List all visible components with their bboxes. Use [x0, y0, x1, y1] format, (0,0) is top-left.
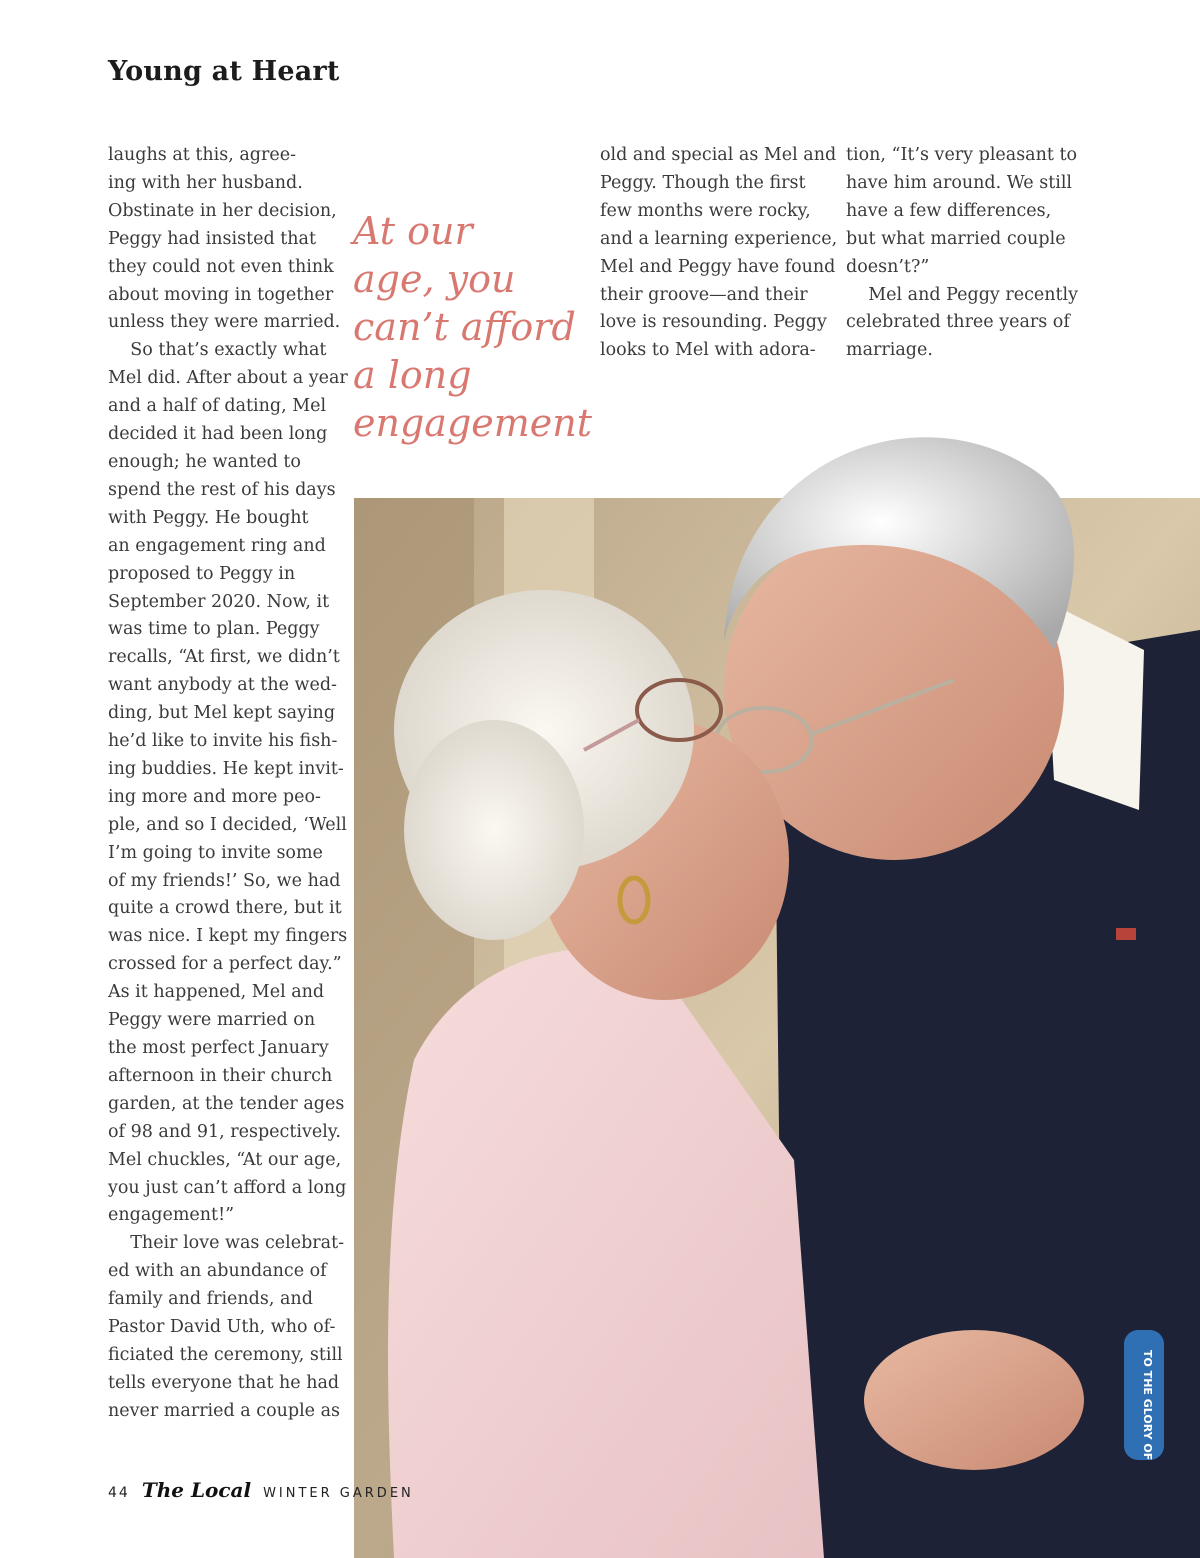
- flag-pin: [1116, 928, 1136, 940]
- article-line: crossed for a perfect day.”: [108, 954, 342, 975]
- article-line: was nice. I kept my fingers: [108, 926, 348, 947]
- article-line: afternoon in their church: [108, 1065, 333, 1086]
- article-line: the most perfect January: [108, 1038, 329, 1058]
- article-line: Pastor David Uth, who of-: [108, 1317, 336, 1338]
- article-line: garden, at the tender ages: [108, 1093, 345, 1114]
- article-line: Peggy had insisted that: [108, 228, 317, 249]
- article-line: So that’s exactly what: [108, 340, 327, 361]
- article-line: Peggy. Though the first: [600, 172, 806, 193]
- article-line: they could not even think: [108, 256, 334, 277]
- pull-quote-line: engagement: [353, 401, 593, 445]
- article-line: ding, but Mel kept saying: [108, 703, 336, 724]
- pull-quote-line: age, you: [353, 257, 516, 301]
- magazine-brand: The Local: [141, 1478, 252, 1502]
- article-line: recalls, “At first, we didn’t: [108, 647, 340, 668]
- article-line: Mel chuckles, “At our age,: [108, 1149, 342, 1170]
- article-line: love is resounding. Peggy: [600, 312, 827, 333]
- article-line: family and friends, and: [108, 1289, 313, 1310]
- article-line: quite a crowd there, but it: [108, 898, 342, 919]
- article-line: ple, and so I decided, ‘Well: [108, 814, 347, 835]
- article-line: decided it had been long: [108, 424, 328, 445]
- article-line: was time to plan. Peggy: [108, 619, 320, 640]
- couple-photo: [354, 400, 1200, 1558]
- article-line: you just can’t afford a long: [108, 1177, 347, 1198]
- article-line: Obstinate in her decision,: [108, 200, 337, 221]
- article-line: tells everyone that he had: [108, 1372, 340, 1393]
- article-column-4: [846, 142, 1079, 365]
- article-column-1: [108, 142, 348, 1426]
- page-footer: [108, 1478, 414, 1500]
- pull-quote-line: can’t afford: [353, 305, 576, 349]
- article-line: have him around. We still: [846, 172, 1073, 193]
- article-line: enough; he wanted to: [108, 451, 301, 472]
- article-line: proposed to Peggy in: [108, 563, 296, 584]
- wristband-text: TO THE GLORY OF: [1141, 1350, 1154, 1461]
- article-line: of 98 and 91, respectively.: [108, 1121, 341, 1142]
- article-line: their groove—and their: [600, 284, 808, 305]
- article-line: ing more and more peo-: [108, 786, 321, 807]
- article-line: looks to Mel with adora-: [600, 340, 816, 361]
- article-line: of my friends!’ So, we had: [108, 870, 341, 891]
- article-line: old and special as Mel and: [600, 145, 837, 165]
- article-line: spend the rest of his days: [108, 479, 336, 500]
- article-line: Mel and Peggy recently: [846, 284, 1079, 305]
- article-line: Mel did. After about a year: [108, 368, 348, 389]
- article-line: Peggy were married on: [108, 1010, 316, 1031]
- article-line: ing buddies. He kept invit-: [108, 758, 344, 779]
- article-line: tion, “It’s very pleasant to: [846, 145, 1078, 165]
- magazine-edition: WINTER GARDEN: [263, 1486, 414, 1501]
- pull-quote-line: a long: [353, 353, 472, 397]
- article-line: I’m going to invite some: [108, 842, 323, 863]
- article-line: marriage.: [846, 340, 933, 361]
- section-title: Young at Heart: [108, 56, 340, 87]
- article-line: Their love was celebrat-: [108, 1233, 345, 1254]
- article-line: As it happened, Mel and: [108, 982, 325, 1003]
- article-line: about moving in together: [108, 284, 334, 305]
- article-line: celebrated three years of: [846, 312, 1070, 333]
- page-number: 44: [108, 1485, 130, 1501]
- article-line: and a learning experience,: [600, 228, 838, 249]
- article-line: doesn’t?”: [846, 256, 930, 277]
- article-line: Mel and Peggy have found: [600, 256, 836, 277]
- article-line: September 2020. Now, it: [108, 591, 330, 612]
- article-line: few months were rocky,: [600, 200, 811, 221]
- article-line: with Peggy. He bought: [108, 507, 309, 528]
- article-line: but what married couple: [846, 228, 1066, 249]
- article-line: laughs at this, agree-: [108, 145, 296, 165]
- article-line: have a few differences,: [846, 200, 1052, 221]
- article-line: he’d like to invite his fish-: [108, 731, 338, 752]
- article-line: and a half of dating, Mel: [108, 396, 327, 417]
- article-line: engagement!”: [108, 1205, 235, 1226]
- article-line: want anybody at the wed-: [108, 675, 337, 696]
- article-column-3: [600, 142, 838, 365]
- article-line: an engagement ring and: [108, 535, 326, 556]
- pull-quote-line: At our: [353, 209, 473, 253]
- article-line: unless they were married.: [108, 312, 341, 333]
- article-line: never married a couple as: [108, 1400, 341, 1421]
- clasped-hands: [864, 1330, 1084, 1470]
- article-line: ing with her husband.: [108, 172, 303, 193]
- article-line: ed with an abundance of: [108, 1261, 327, 1282]
- article-line: ficiated the ceremony, still: [108, 1344, 343, 1365]
